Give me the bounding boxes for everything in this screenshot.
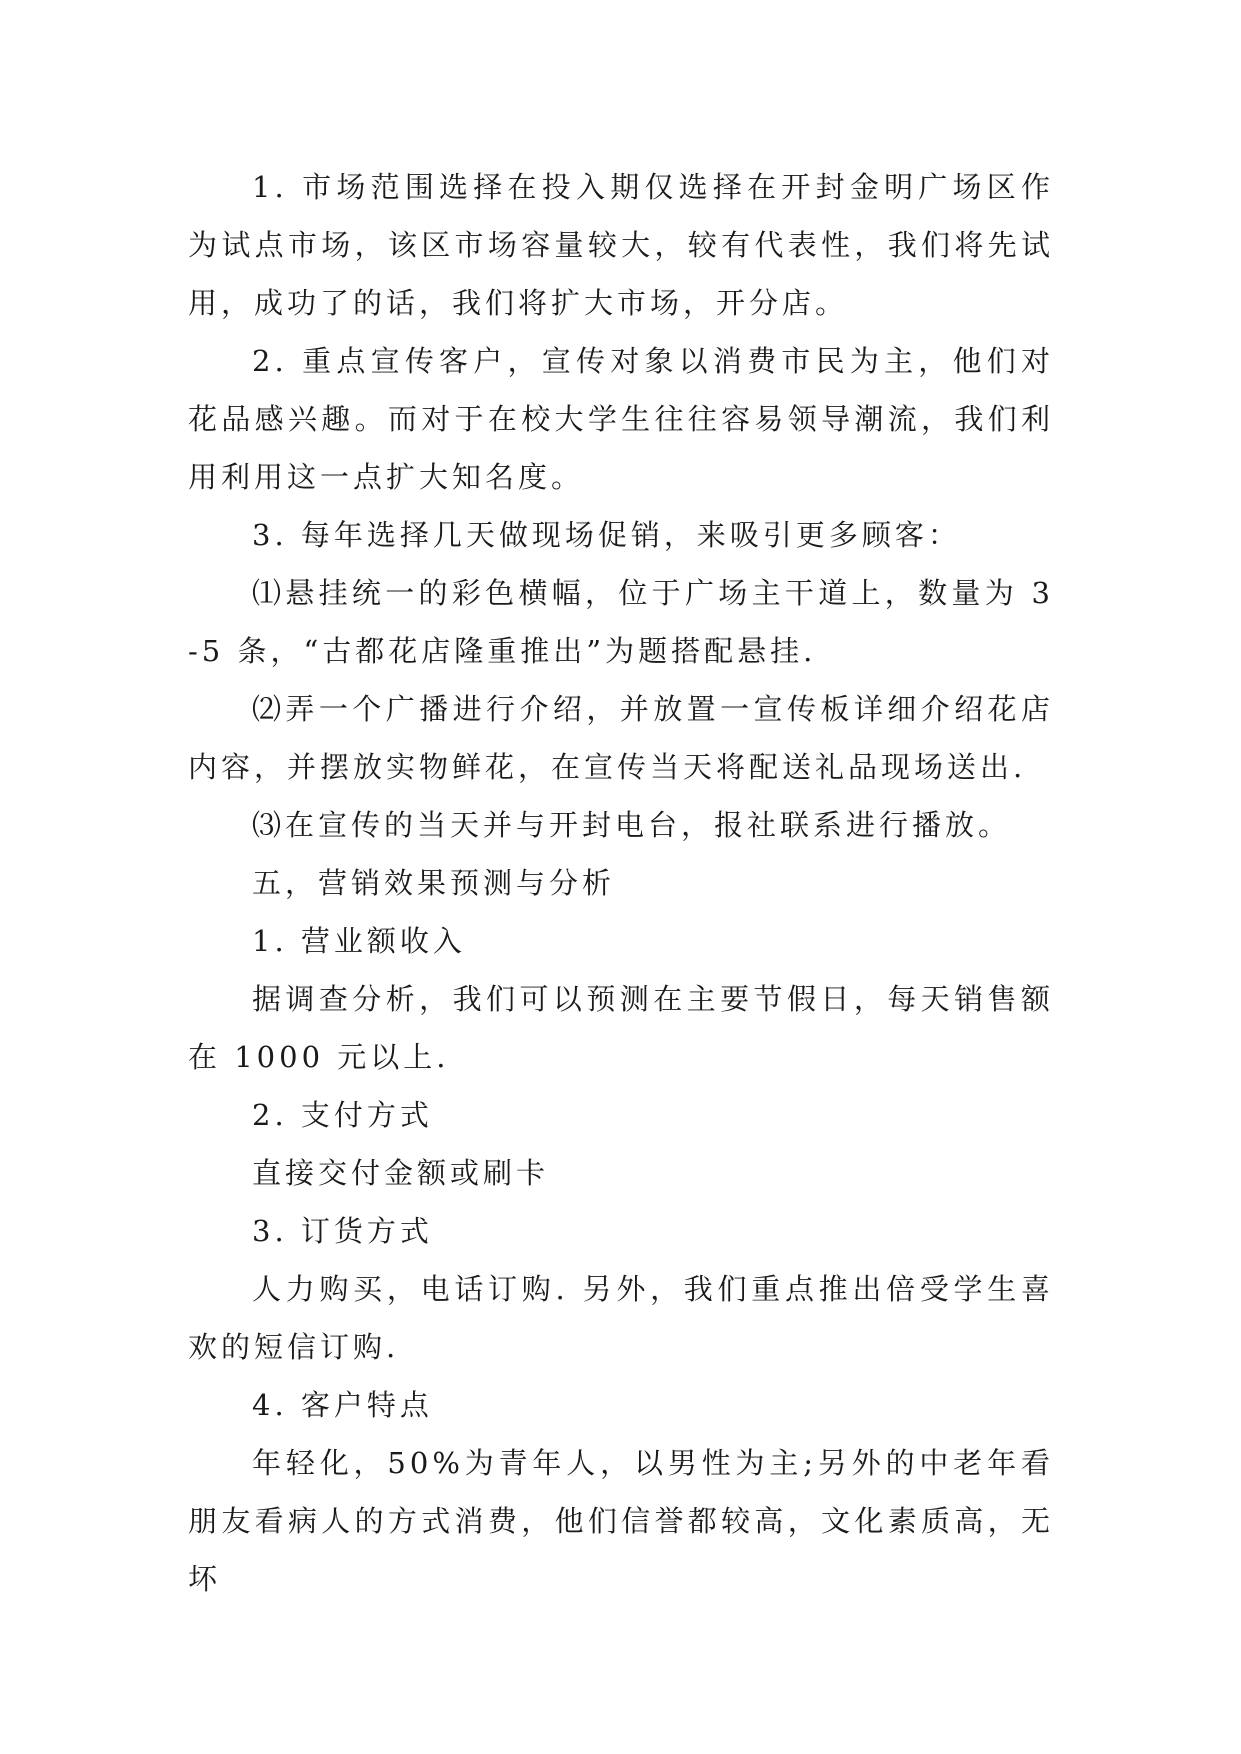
subheading-payment: 2. 支付方式 [252, 1098, 433, 1132]
paragraph-market-scope: 1. 市场范围选择在投入期仅选择在开封金明广场区作为试点市场，该区市场容量较大，较有代表性，我们将先试用，成功了的话，我们将扩大市场，开分店。 [188, 170, 1054, 320]
paragraph-promotion: 3. 每年选择几天做现场促销，来吸引更多顾客： [252, 518, 961, 552]
subheading-ordering: 3. 订货方式 [252, 1214, 433, 1248]
subheading-revenue: 1. 营业额收入 [252, 924, 466, 958]
paragraph-payment: 直接交付金额或刷卡 [252, 1156, 550, 1190]
paragraph-revenue: 据调查分析，我们可以预测在主要节假日，每天销售额在 1000 元以上. [188, 982, 1054, 1074]
paragraph-customer-traits: 年轻化，50%为青年人，以男性为主;另外的中老年看朋友看病人的方式消费，他们信誉都较高，文化素质高，无坏 [188, 1446, 1054, 1596]
section-heading-forecast: 五，营销效果预测与分析 [252, 866, 616, 900]
document-body [188, 158, 1054, 1608]
paragraph-ordering: 人力购买，电话订购. 另外，我们重点推出倍受学生喜欢的短信订购. [188, 1272, 1054, 1364]
paragraph-key-customers: 2. 重点宣传客户，宣传对象以消费市民为主，他们对花品感兴趣。而对于在校大学生往往容易领导潮流，我们利用利用这一点扩大知名度。 [188, 344, 1054, 494]
paragraph-promotion-item-1: ⑴悬挂统一的彩色横幅，位于广场主干道上，数量为 3-5 条，“古都花店隆重推出”为题搭配悬挂. [188, 576, 1054, 668]
subheading-customer-traits: 4. 客户特点 [252, 1388, 433, 1422]
paragraph-promotion-item-3: ⑶在宣传的当天并与开封电台，报社联系进行播放。 [252, 808, 1012, 842]
paragraph-promotion-item-2: ⑵弄一个广播进行介绍，并放置一宣传板详细介绍花店内容，并摆放实物鲜花，在宣传当天将配送礼品现场送出. [188, 692, 1054, 784]
